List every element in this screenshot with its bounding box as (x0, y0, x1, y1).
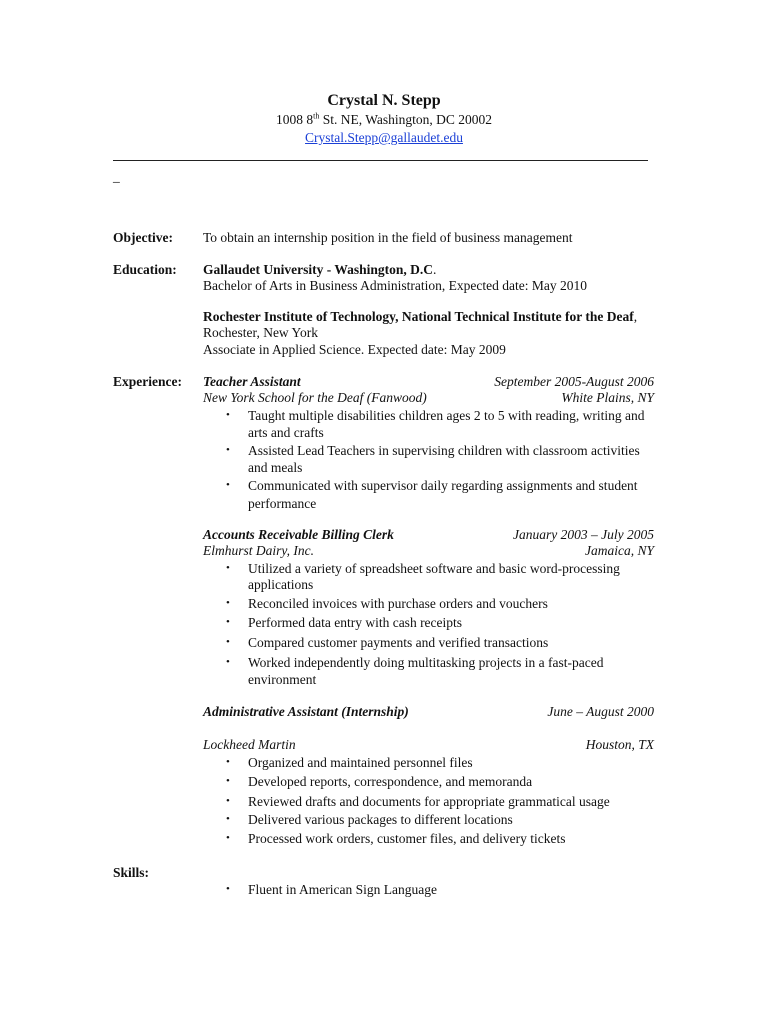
job-bullet-line: Compared customer payments and verified transactions (248, 635, 549, 650)
job-bullet-line: Performed data entry with cash receipts (248, 615, 463, 630)
header-divider (113, 160, 648, 161)
bullet-icon: • (226, 883, 230, 895)
school1-name: Gallaudet University - Washington, D.C (203, 262, 434, 277)
address-street-city: St. NE, Washington, DC 20002 (319, 112, 493, 127)
school2-name: Rochester Institute of Technology, National Technical Institute for the Deaf (203, 309, 634, 324)
job-bullet-line: Reviewed drafts and documents for appropriate grammatical usage (248, 794, 610, 809)
job-bullet-line: Delivered various packages to different locations (248, 812, 513, 827)
school1-heading (203, 261, 436, 278)
job-employer: Elmhurst Dairy, Inc. (203, 543, 314, 558)
bullet-icon: • (226, 656, 230, 668)
job-employer: Lockheed Martin (203, 737, 296, 752)
bullet-icon: • (226, 636, 230, 648)
job-title: Teacher Assistant (203, 374, 301, 389)
bullet-icon: • (226, 562, 230, 574)
resume-name: Crystal N. Stepp (327, 92, 441, 109)
skills-label: Skills: (113, 865, 150, 880)
job-location: White Plains, NY (561, 390, 654, 405)
objective-label: Objective: (113, 230, 173, 245)
job-bullet-line: Assisted Lead Teachers in supervising children with classroom activities (248, 443, 640, 458)
job-bullet-line: Organized and maintained personnel files (248, 755, 473, 770)
address-line (0, 111, 768, 128)
job-bullet-line: Developed reports, correspondence, and memoranda (248, 774, 533, 789)
job-location: Jamaica, NY (585, 543, 654, 558)
bullet-icon: • (226, 409, 230, 421)
objective-text: To obtain an internship position in the field of business management (203, 230, 573, 245)
address-number: 1008 8 (275, 112, 314, 127)
bullet-icon: • (226, 813, 230, 825)
school1-suffix: . (433, 262, 437, 277)
job-bullet-line: environment (248, 672, 317, 687)
job-title: Administrative Assistant (Internship) (203, 704, 409, 719)
bullet-icon: • (226, 616, 230, 628)
job-header (203, 373, 654, 390)
job-bullet-line: and meals (248, 460, 303, 475)
bullet-icon: • (226, 444, 230, 456)
job-dates: June – August 2000 (547, 704, 654, 719)
job-bullet-line: Taught multiple disabilities children ages 2 to 5 with reading, writing and (248, 408, 645, 423)
job-bullet-line: Reconciled invoices with purchase orders and vouchers (248, 596, 548, 611)
bullet-icon: • (226, 832, 230, 844)
education-label: Education: (113, 262, 177, 277)
job-employer-row (203, 736, 654, 753)
job-dates: September 2005-August 2006 (494, 374, 654, 389)
job-header (203, 703, 654, 720)
bullet-icon: • (226, 597, 230, 609)
job-employer: New York School for the Deaf (Fanwood) (203, 390, 427, 405)
job-bullet-line: Processed work orders, customer files, and delivery tickets (248, 831, 566, 846)
school2-degree: Associate in Applied Science. Expected date: May 2009 (203, 342, 506, 357)
job-employer-row (203, 389, 654, 406)
job-bullet-line: Worked independently doing multitasking projects in a fast-paced (248, 655, 604, 670)
job-employer-row (203, 542, 654, 559)
email-line (0, 129, 768, 146)
job-dates: January 2003 – July 2005 (513, 527, 654, 542)
job-bullet-line: performance (248, 496, 317, 511)
address-ordinal-suffix: th (313, 111, 320, 121)
job-bullet-line: Communicated with supervisor daily regarding assignments and student (248, 478, 638, 493)
school2-location: Rochester, New York (203, 325, 318, 340)
divider-dash: _ (113, 169, 120, 184)
school2-suffix: , (633, 309, 638, 324)
school2-heading (203, 308, 637, 325)
bullet-icon: • (226, 479, 230, 491)
bullet-icon: • (226, 795, 230, 807)
job-title: Accounts Receivable Billing Clerk (203, 527, 394, 542)
job-header (203, 526, 654, 543)
skill-item: Fluent in American Sign Language (248, 882, 437, 897)
job-bullet-line: applications (248, 577, 314, 592)
job-location: Houston, TX (585, 737, 654, 752)
bullet-icon: • (226, 756, 230, 768)
email-link[interactable]: Crystal.Stepp@gallaudet.edu (305, 130, 463, 145)
job-bullet-line: Utilized a variety of spreadsheet software and basic word-processing (248, 561, 620, 576)
experience-label: Experience: (113, 374, 182, 389)
school1-degree: Bachelor of Arts in Business Administration, Expected date: May 2010 (203, 278, 587, 293)
bullet-icon: • (226, 775, 230, 787)
job-bullet-line: arts and crafts (248, 425, 324, 440)
